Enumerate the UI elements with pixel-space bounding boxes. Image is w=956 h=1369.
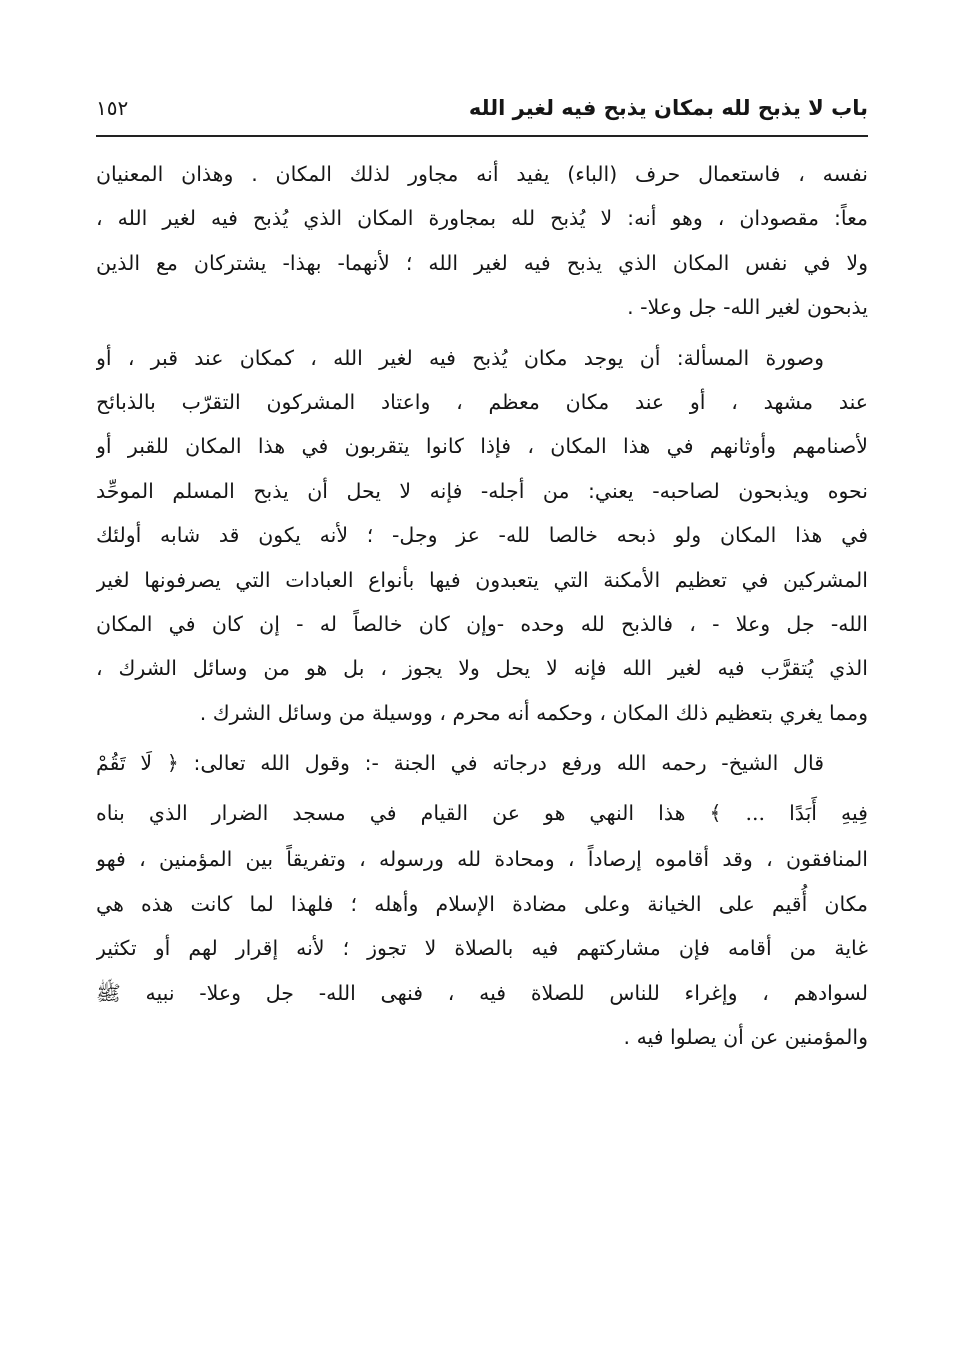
paragraph-1 (96, 152, 868, 330)
header-rule (96, 135, 868, 137)
text-line: غاية من أقامه فإن مشاركتهم فيه بالصلاة لا تجوز ؛ لأنه إقرار لهم أو تكثير (96, 936, 868, 961)
text-line: الذي يُتقرَّب فيه لغير الله فإنه لا يحل ولا يجوز ، بل هو من وسائل الشرك ، (96, 656, 868, 681)
text-line: ولا في نفس المكان الذي يذبح فيه لغير الله ؛ لأنهما- بهذا- يشتركان مع الذين (96, 250, 868, 275)
text-line: يذبحون لغير الله- جل وعلا- . (627, 295, 868, 320)
text-line: لسوادهم ، وإغراء للناس للصلاة فيه ، فنهى الله- جل وعلا- نبيه ﷺ (96, 980, 868, 1005)
text-line: معاً: مقصودان ، وهو أنه: لا يُذبح لله بمجاورة المكان الذي يُذبح فيه لغير الله ، (96, 206, 868, 231)
text-line: عند مشهد ، أو عند مكان معظم ، واعتاد المشركون التقرّب بالذبائح (96, 389, 868, 414)
paragraph-2 (96, 336, 868, 736)
text-line: في هذا المكان ولو ذبحه خالصا لله- عز وجل- ؛ لأنه يكون قد شابه أولئك (96, 523, 868, 548)
text-line: نفسه ، فاستعمال حرف (الباء) يفيد أنه مجاور لذلك المكان . وهذان المعنيان (96, 162, 868, 186)
text-line: نحوه ويذبحون لصاحبه- يعني: من أجله- فإنه لا يحل أن يذبح المسلم الموحِّد (96, 478, 868, 503)
text-line: المنافقون ، وقد أقاموه إرصاداً ، ومحادة لله ورسوله ، وتفريقاً بين المؤمنين ، فهو (96, 847, 868, 872)
text-line: ومما يغري بتعظيم ذلك المكان ، وحكمه أنه محرم ، ووسيلة من وسائل الشرك . (199, 700, 868, 725)
chapter-title: باب لا يذبح لله بمكان يذبح فيه لغير الله (468, 96, 868, 120)
text-line: الله- جل وعلا - ، فالذبح لله وحده -وإن كان خالصاً له - إن كان في المكان (96, 611, 868, 636)
quran-verse-line: فِيهِ أَبَدًا ... ﴾ هذا النهي هو عن القيام في مسجد الضرار الذي بناه (96, 801, 868, 826)
text-line: والمؤمنين عن أن يصلوا فيه . (623, 1025, 868, 1050)
body-text (96, 152, 868, 1059)
paragraph-3 (96, 741, 868, 1059)
running-header (96, 92, 868, 132)
text-line: المشركين في تعظيم الأمكنة التي يتعبدون فيها بأنواع العبادات التي يصرفونها لغير (96, 567, 868, 592)
page-number: ١٥٢ (96, 96, 129, 120)
text-line: قال الشيخ- رحمه الله ورفع درجاته في الجنة -: وقول الله تعالى: ﴿ لَا تَقُمْ (96, 751, 824, 776)
text-line: وصورة المسألة: أن يوجد مكان يُذبح فيه لغير الله ، كمكان عند قبر ، أو (96, 345, 824, 370)
text-line: لأصنامهم وأوثانهم في هذا المكان ، فإذا كانوا يتقربون في هذا المكان للقبر أو (96, 434, 868, 459)
text-line: مكان أُقيم على الخيانة وعلى مضادة الإسلام وأهله ؛ فلهذا لما كانت هذه هي (96, 891, 868, 916)
